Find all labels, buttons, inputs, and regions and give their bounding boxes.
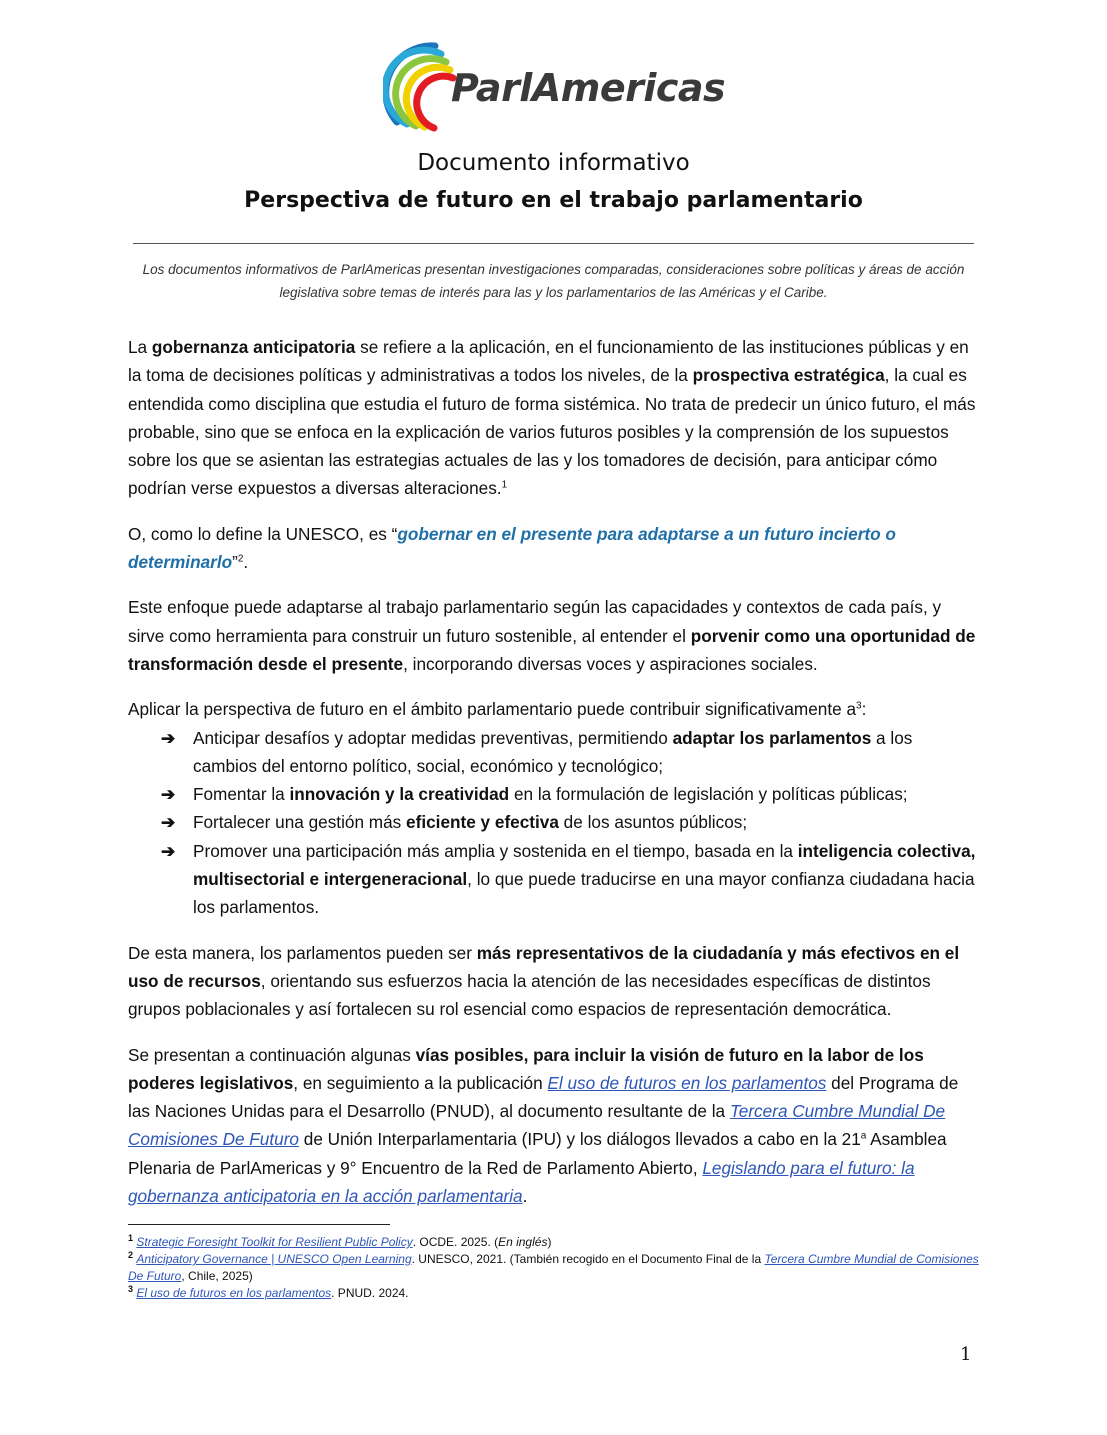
intro-note: Los documentos informativos de ParlAmericas presentan investigaciones comparadas, consideraciones sobre políticas y áreas de acción legislativa sobre temas de interés para las y los parlamentarios de las Américas y el Caribe. (142, 262, 965, 300)
list-item: ➔ Fomentar la innovación y la creatividad en la formulación de legislación y políticas públicas; (193, 780, 980, 808)
paragraph-5: De esta manera, los parlamentos pueden ser más representativos de la ciudadanía y más efectivos en el uso de recursos, orientando sus esfuerzos hacia la atención de las necesidades específicas de distintos grupos poblacionales y así fortalecen su rol esencial como espacios de representación democrática. (128, 942, 960, 1020)
footnote-ref-1[interactable]: 1 (501, 479, 508, 491)
footnote-3-link[interactable]: El uso de futuros en los parlamentos (136, 1286, 332, 1300)
paragraph-4: Aplicar la perspectiva de futuro en el ámbito parlamentario puede contribuir significativamente $a^3$: (128, 699, 867, 720)
parlamericas-logo (383, 36, 728, 136)
list-item: ➔ Fortalecer una gestión más eficiente y efectiva de los asuntos públicos; (193, 808, 980, 836)
paragraph-3: Este enfoque puede adaptarse al trabajo parlamentario según las capacidades y contextos de cada país, y sirve como herramienta para construir un futuro sostenible, al entender el porvenir como una oportunidad de transformación desde el presente, incorporando diversas voces y aspiraciones sociales. (128, 597, 976, 674)
paragraph-6: Se presentan a continuación algunas vías posibles, para incluir la visión de futuro en la labor de los poderes legislativos, en seguimiento a la publicación El uso de futuros en los parlamentos del Programa de las Naciones Unidas para el Desarrollo (PNUD), al documento resultante de la Tercera Cumbre Mundial De Comisiones De Futuro de Unión Interparlamentaria (IPU) y los diálogos llevados a cabo en la 21$^a$ Asamblea Plenaria de ParlAmericas y 9° Encuentro de la Red de Parlamento Abierto, Legislando para el futuro: la gobernanza anticipatoria en la acción parlamentaria. (128, 1044, 959, 1207)
footnote-2-link-2[interactable]: Tercera Cumbre Mundial de Comisiones De Futuro (128, 1252, 979, 1283)
document-kind: Documento informativo (417, 150, 690, 176)
footnote-separator (128, 1224, 390, 1225)
document-body (128, 333, 980, 1227)
arrow-right-icon: ➔ (161, 840, 176, 861)
list-item: ➔ Anticipar desafíos y adoptar medidas preventivas, permitiendo adaptar los parlamentos a los cambios del entorno político, social, económico y tecnológico; (193, 724, 980, 781)
arrow-right-icon: ➔ (161, 812, 176, 833)
header-divider (133, 243, 974, 244)
paragraph-1: La gobernanza anticipatoria se refiere a la aplicación, en el funcionamiento de las instituciones públicas y en la toma de decisiones políticas y administrativas a todos los niveles, de la prospectiva estratégica, la cual es entendida como disciplina que estudia el futuro de forma sistémica. No trata de predecir un único futuro, el más probable, sino que se enfoca en la explicación de varios futuros posibles y la comprensión de los supuestos sobre los que se asientan las estrategias actuales de las y los tomadores de decisión, para anticipar cómo podrían verse expuestos a diversas alteraciones.$^1$ (128, 337, 976, 499)
footnote-ref-3[interactable]: 3 (856, 700, 862, 712)
document-title: Perspectiva de futuro en el trabajo parlamentario (244, 188, 863, 213)
logo-arc-red (417, 76, 453, 128)
arrow-right-icon: ➔ (161, 727, 176, 748)
legislando-futuro-link[interactable]: Legislando para el futuro: la gobernanza anticipatoria en la acción parlamentaria (128, 1157, 915, 1207)
logo-wordmark: ParlAmericas (451, 66, 726, 110)
pnud-publication-link[interactable]: El uso de futuros en los parlamentos (547, 1072, 827, 1093)
benefits-list (128, 724, 980, 922)
footnote-1: $^1$ Strategic Foresight Toolkit for Resilient Public Policy. OCDE. 2025. (En inglés) (128, 1233, 552, 1249)
arrow-right-icon: ➔ (161, 784, 176, 805)
footnote-2-link[interactable]: Anticipatory Governance | UNESCO Open Learning (136, 1252, 412, 1266)
footnote-1-link[interactable]: Strategic Foresight Toolkit for Resilient Public Policy (136, 1235, 413, 1249)
footnote-2: $^2$ Anticipatory Governance | UNESCO Open Learning. UNESCO, 2021. (También recogido en el Documento Final de la Tercera Cumbre Mundial de Comisiones De Futuro, Chile, 2025) (128, 1250, 979, 1283)
footnotes (128, 1234, 988, 1302)
footnote-3: $^3$ El uso de futuros en los parlamentos. PNUD. 2024. (128, 1284, 409, 1300)
page-number: 1 (960, 1344, 972, 1365)
footnote-ref-2[interactable]: 2 (237, 553, 244, 565)
list-item: ➔ Promover una participación más amplia y sostenida en el tiempo, basada en la inteligencia colectiva, multisectorial e intergeneracional, lo que puede traducirse en una mayor confianza ciudadana hacia los parlamentos. (193, 837, 980, 922)
ipu-summit-link[interactable]: Tercera Cumbre Mundial De Comisiones De Futuro (128, 1101, 946, 1150)
unesco-quote: gobernar en el presente para adaptarse a un futuro incierto o determinarlo (128, 523, 896, 573)
paragraph-2: O, como lo define la UNESCO, es “gobernar en el presente para adaptarse a un futuro incierto o determinarlo”$^2$. (128, 523, 896, 573)
